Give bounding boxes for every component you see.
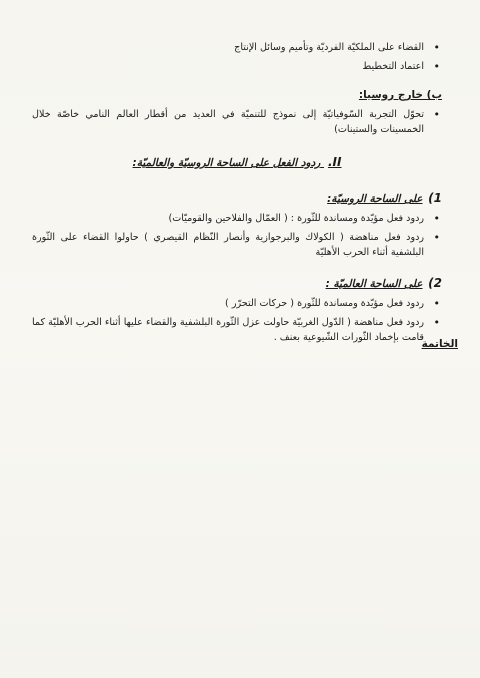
global-arena-list xyxy=(32,296,442,345)
list-item: • ردود فعل مناهضة ( الدّول الغربيّة حاولت عزل الثّورة البلشفية والقضاء عليها أثناء الحرب الأهليّة كما قامت بإخماد الثّورات الشّيوعية بعنف . xyxy=(32,315,442,345)
global-arena-heading xyxy=(32,276,442,292)
list-item: • ردود فعل مؤيّدة ومساندة للثّورة ( حركات التحرّر ) xyxy=(32,296,442,311)
section-title-text: ردود الفعل على الساحة الروسيّة والعالميّة: xyxy=(132,157,321,169)
russian-arena-heading xyxy=(32,191,442,207)
russian-arena-block xyxy=(32,191,442,260)
section-ii-title xyxy=(32,155,442,171)
conclusion-heading: الخاتمة xyxy=(421,338,458,350)
list-item: • اعتماد التخطيط xyxy=(32,59,442,74)
section-ii-block xyxy=(32,155,442,171)
outside-russia-block xyxy=(32,88,442,137)
document-body xyxy=(32,40,442,349)
heading-label: على الساحة الروسيّة: xyxy=(327,193,423,205)
heading-number: 1) xyxy=(428,191,442,205)
global-arena-block xyxy=(32,276,442,345)
list-item: • ردود فعل مناهضة ( الكولاك والبرجوازية وأنصار النّظام القيصري ) حاولوا القضاء على الثّورة البلشفية أثناء الحرب الأهليّة xyxy=(32,230,442,260)
section-number: II. xyxy=(327,155,342,169)
list-item: • ردود فعل مؤيّدة ومساندة للثّورة : ( العمّال والفلاحين والقوميّات) xyxy=(32,211,442,226)
intro-list xyxy=(32,40,442,74)
list-item: • تحوّل التجربة السّوفياتيّة إلى نموذج للتنميّة في العديد من أقطار العالم النامي خاصّة خلال الخمسينات والستينات) xyxy=(32,107,442,137)
heading-number: 2) xyxy=(428,276,442,290)
heading-label: على الساحة العالميّة : xyxy=(325,278,423,290)
outside-russia-heading: ب) خارج روسيا: xyxy=(358,89,442,101)
russian-arena-list xyxy=(32,211,442,260)
list-item: • القضاء على الملكيّة الفرديّة وتأميم وسائل الإنتاج xyxy=(32,40,442,55)
outside-russia-list xyxy=(32,107,442,137)
